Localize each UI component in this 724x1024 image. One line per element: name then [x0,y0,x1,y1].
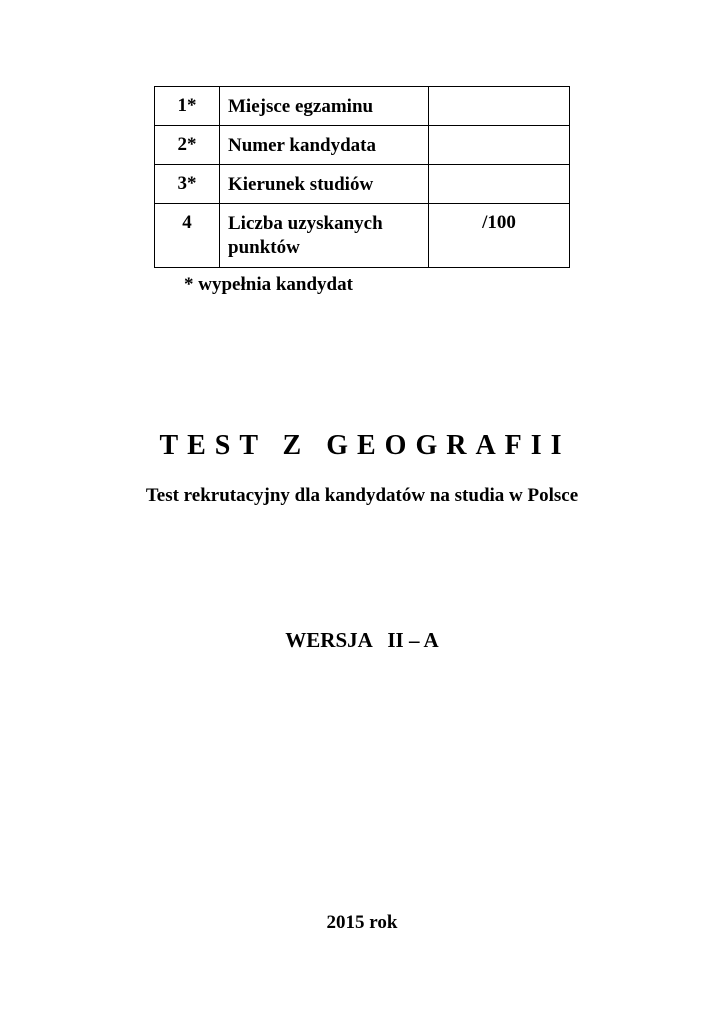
page-subtitle: Test rekrutacyjny dla kandydatów na studia w Polsce [145,485,579,506]
exam-place-field[interactable] [429,87,570,126]
table-row [155,204,570,268]
row-label: Miejsce egzaminu [220,87,429,126]
test-version: WERSJA II – A [285,628,439,652]
points-field: /100 [429,204,570,268]
row-number: 2* [155,126,220,165]
row-label: Liczba uzyskanych punktów [220,204,429,268]
row-label: Kierunek studiów [220,165,429,204]
page-title: TEST Z GEOGRAFII [159,430,571,461]
row-number: 4 [155,204,220,268]
row-number: 1* [155,87,220,126]
test-year: 2015 rok [326,912,398,933]
candidate-number-field[interactable] [429,126,570,165]
field-of-study-field[interactable] [429,165,570,204]
table-row [155,165,570,204]
table-row [155,87,570,126]
row-label: Numer kandydata [220,126,429,165]
candidate-info-table [154,86,570,268]
row-number: 3* [155,165,220,204]
table-row [155,126,570,165]
candidate-note: * wypełnia kandydat [184,274,353,295]
